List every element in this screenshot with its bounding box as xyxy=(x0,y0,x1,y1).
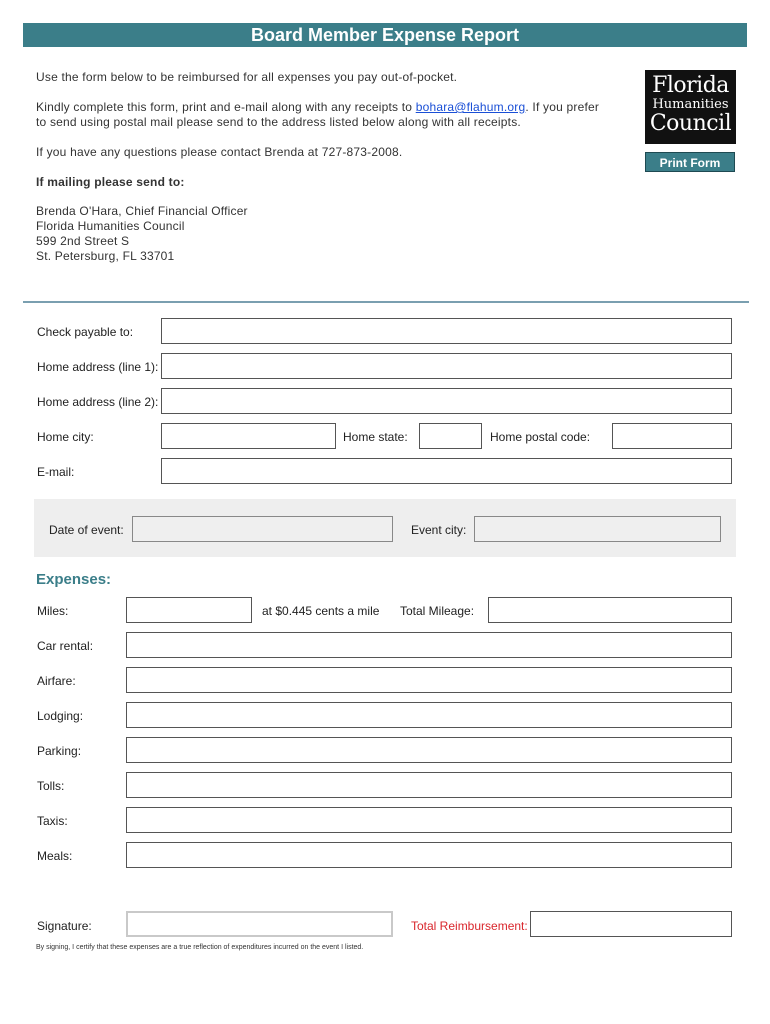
miles-input[interactable] xyxy=(126,597,252,623)
parking-input[interactable] xyxy=(126,737,732,763)
address-line-1: Brenda O'Hara, Chief Financial Officer xyxy=(36,204,248,218)
date-of-event-input[interactable] xyxy=(132,516,393,542)
home-address-2-input[interactable] xyxy=(161,388,732,414)
home-state-input[interactable] xyxy=(419,423,482,449)
miles-label: Miles: xyxy=(37,604,69,618)
logo-line-1: Florida xyxy=(652,73,729,98)
lodging-input[interactable] xyxy=(126,702,732,728)
intro-text-before-email: Kindly complete this form, print and e-mail along with any receipts to xyxy=(36,100,416,114)
address-line-3: 599 2nd Street S xyxy=(36,234,130,248)
intro-text-line-2 xyxy=(36,100,599,114)
section-divider xyxy=(23,301,749,303)
florida-humanities-council-logo xyxy=(645,70,736,144)
page-title: Board Member Expense Report xyxy=(23,23,747,47)
intro-text-after-email: . If you prefer xyxy=(525,100,600,114)
address-line-4: St. Petersburg, FL 33701 xyxy=(36,249,175,263)
home-state-label: Home state: xyxy=(343,430,408,444)
tolls-input[interactable] xyxy=(126,772,732,798)
check-payable-label: Check payable to: xyxy=(37,325,134,339)
home-address-1-input[interactable] xyxy=(161,353,732,379)
date-of-event-label: Date of event: xyxy=(49,523,124,537)
check-payable-input[interactable] xyxy=(161,318,732,344)
total-mileage-label: Total Mileage: xyxy=(400,604,475,618)
email-input[interactable] xyxy=(161,458,732,484)
signature-input[interactable] xyxy=(126,911,393,937)
logo-line-3: Council xyxy=(649,111,732,136)
home-postal-label: Home postal code: xyxy=(490,430,591,444)
car-rental-input[interactable] xyxy=(126,632,732,658)
intro-text-line-3: to send using postal mail please send to the address listed below along with all receipts. xyxy=(36,115,521,129)
expenses-heading: Expenses: xyxy=(36,571,112,588)
intro-text-line-1: Use the form below to be reimbursed for all expenses you pay out-of-pocket. xyxy=(36,70,458,84)
car-rental-label: Car rental: xyxy=(37,639,94,653)
home-city-label: Home city: xyxy=(37,430,94,444)
home-city-input[interactable] xyxy=(161,423,336,449)
total-reimbursement-label: Total Reimbursement: xyxy=(411,919,528,933)
total-mileage-input[interactable] xyxy=(488,597,732,623)
meals-label: Meals: xyxy=(37,849,73,863)
signature-label: Signature: xyxy=(37,919,92,933)
total-reimbursement-input[interactable] xyxy=(530,911,732,937)
event-city-input[interactable] xyxy=(474,516,721,542)
meals-input[interactable] xyxy=(126,842,732,868)
airfare-input[interactable] xyxy=(126,667,732,693)
home-address-1-label: Home address (line 1): xyxy=(37,360,159,374)
logo-line-2: Humanities xyxy=(652,97,729,112)
airfare-label: Airfare: xyxy=(37,674,76,688)
mileage-rate-text: at $0.445 cents a mile xyxy=(262,604,380,618)
print-form-button[interactable]: Print Form xyxy=(645,152,735,172)
home-address-2-label: Home address (line 2): xyxy=(37,395,159,409)
certification-note: By signing, I certify that these expenses are a true reflection of expenditures incurred on the event I listed. xyxy=(36,944,364,951)
email-link[interactable]: bohara@flahum.org xyxy=(415,100,526,114)
mailing-heading: If mailing please send to: xyxy=(36,175,185,189)
parking-label: Parking: xyxy=(37,744,82,758)
address-line-2: Florida Humanities Council xyxy=(36,219,185,233)
lodging-label: Lodging: xyxy=(37,709,84,723)
contact-text: If you have any questions please contact Brenda at 727-873-2008. xyxy=(36,145,403,159)
tolls-label: Tolls: xyxy=(37,779,65,793)
email-label: E-mail: xyxy=(37,465,75,479)
home-postal-input[interactable] xyxy=(612,423,732,449)
taxis-label: Taxis: xyxy=(37,814,68,828)
event-city-label: Event city: xyxy=(411,523,467,537)
taxis-input[interactable] xyxy=(126,807,732,833)
